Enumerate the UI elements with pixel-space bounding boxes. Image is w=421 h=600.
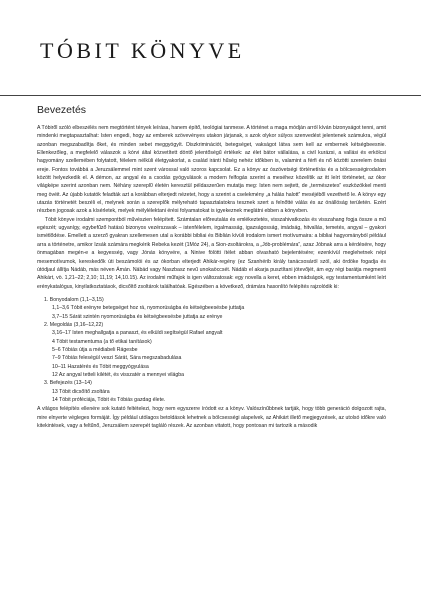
body-text [37, 124, 386, 430]
outline-item: 4 Tóbit testamentuma (a tő etikai tanítások) [52, 338, 152, 345]
section-heading: Bevezetés [37, 104, 87, 116]
outline-item: 1,1–3,6 Tóbit erényre betegséget hoz rá, nyomorúságba és kétségbeesésbe juttatja [52, 305, 245, 312]
outline-item: 2. Megoldás (3,16–12,22) [44, 321, 104, 328]
title-divider [0, 95, 421, 96]
outline-item: 12 Az angyal tetteli kilétét, és visszatér a mennyei világba [52, 371, 185, 378]
paragraph-1: A Tóbiről szóló elbeszélés nem megtörtént tények leírása, hanem építő, teológiai tanmese. A történet a maga módján arról kíván bizonyságot tenni, amit mindenki megtapasztalhat: Isten engedi, hogy az emberek szövevényes utakon járjanak, s azok olykor súlyos szenvedést jelentenek számukra, végül azonban megszabadítja őket, és minden sebet meggyógyít. Diszkriminációt, betegséget, vakságot látva sem kell az embernek kétségbeesnie. Ellenkezőleg, a megfelelő válaszok a kórvi által közvetített döntő jelentőségű értékek: az élet bátor vállalása, a civil kurázsi, a vallási és erkölcsi hagyomány szellemében folytatott, félelem nélküli életgyakorlat, a család iránti hűség nehéz időkben is, valamint a férfi és nő közötti szerelem önási ereje. Fontos továbbá a Jeruzsálemmel mint szent várossal való szoros kapcsolat. Ez a könyv az ószövetségi történetírás és a bölcsességirodalom között helyezkedik el. A démon, az angyal és a csodás gyógyulások a modern felfogás szerint a meséhez közelítik az itt leírt történetet, az ókor világképe szerint azonban nem. Néhány szerepl0 életén keresztül példaszerűen mutatja meg: Isten nem sejtett, de „természetes” eszközökkel menti meg övéit. Az újabb kutatók feladták azt a korábban elterjedt nézetet, hogy a szerint a cselekmény „a hálás halott” meséjéből vezethető le. A könyv egy utazás történetét beszéli el, melynek során a szereplők mélyreható tapasztalatokra tesznek szert a felnőtté válás és az önállóság területén. Ezért részben jogosak azok a kísérletek, melyek mélylélektani érési folyamatokat is igyekeznek meglátni ebben a könyvben. [37, 125, 386, 215]
paragraph-2: Tóbit könyve irodalmi szempontból művészien felépített. Számtalan előreutalás és emlékeztetés, visszahivatkozás és visszahang fogja össze a mű egészét; ugyanígy, egybefűző hatású bizonyos vezérszavak – istenfélelem, irgalmasság, igazságosság, imádság, hitvallás, temetés, angyal – gyakori ismétlődése. Emellett a szerző gyakran szellemesen utal a korábbi bibliai és Biblián kívüli irodalom ismert motívumaira: a bibliai hagyományból például arra a történetre, amikor Izsák számára megkérik Rebeka kezét (1Móz 24), a Sion-zsoltárokra, a „Jób-problémára”, azaz Jóbnak arra a kérdésére, hogy önmagában megén-e a kegyesség, vagy Jónás könyvére, a Ninive fölötti ítélet abban olvasható bejelentésére; ezenkívül meglehetnek népi mesemotívumok, kereskedők úti beszámolói és az ókorban elterjedt Ahikár-regény (ez Szanhérib király tanácsosáról szól, aki ördöke fogadja és útódjaul állítja Nádáb, más néven Ámán. Nábád vagy Naszbasz nevű unokaöccsét. Nádáb el akarja pusztítani jótevőjét, ám egy régi barátja megmenti Ahikárt, vö. 1,21–22; 2,10; 11,19; 14,10.15). Az irodalmi műfajok is igen változatosak: egy novella a keret, ebben imádságok, egy testamentumként leírt erénykatalógus, kinyilatkoztatások, dicsőítő zsoltárok találhatóak. Egészében a következő, drámára hasonlító felépítés rajzolódik ki: [37, 216, 386, 290]
outline-item: 3,16–17 Isten meghallgatja a panaszt, és elküldi segítségül Rafael angyalt [52, 330, 223, 337]
outline-item: 7–9 Tóbiás feleségül veszi Sárát, Sára megszabadulása [52, 355, 182, 362]
outline-item: 3,7–15 Sárát szintén nyomorúságba és kétségbeesésbe juttatja az erénye [52, 313, 223, 320]
outline-item: 3. Befejezés (13–14) [44, 380, 92, 387]
outline-item: 14 Tóbit próféciája, Tóbit és Tóbiás gazdag élete. [52, 397, 166, 403]
outline-item: 5–6 Tóbiás útja a médiabeli Rágesbe [52, 346, 138, 353]
structure-outline [37, 296, 386, 404]
outline-item: 13 Tóbit dicsőítő zsoltára [52, 388, 110, 395]
page-title: TÓBIT KÖNYVE [40, 38, 245, 63]
outline-item: 10–11 Hazatérés és Tóbit meggyógyulása [52, 363, 149, 370]
paragraph-3: A világos felépítés ellenére sok kutató feltételezi, hogy nem egyszerre íródott ez a könyv. Valószínűbbnek tartják, hogy több generáció dolgozott rajta, mire elnyerte végleges formáját. Így például utólagos betoldások lehetnek a bölcsességi alapelvek, az Ahikárt illető megjegyzések, az utolsó időkre való kitekintések, vagy a feltűnő, Jeruzsálem szerepét tagláló részek. Az azonban vitatott, hogy pontosan mi tartozik a második [37, 406, 386, 430]
outline-item: 1. Bonyodalom (1,1–3,15) [44, 296, 104, 303]
